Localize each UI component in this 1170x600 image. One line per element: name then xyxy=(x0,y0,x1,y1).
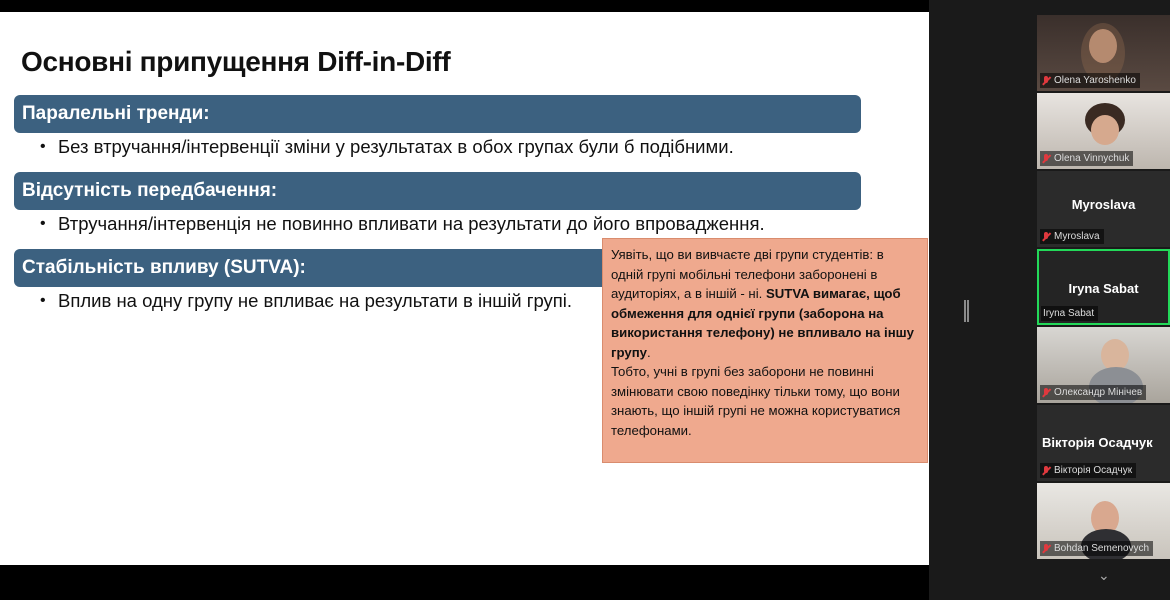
participant-display-name: Iryna Sabat xyxy=(1068,281,1139,296)
section-no-anticipation xyxy=(14,172,861,210)
section-heading: Відсутність передбачення: xyxy=(22,180,278,201)
muted-mic-icon xyxy=(1042,388,1050,398)
participant-tile[interactable] xyxy=(1037,483,1170,559)
speaker-note-callout xyxy=(602,238,928,463)
bullet-dot-icon: • xyxy=(40,138,46,155)
resize-handle[interactable] xyxy=(964,300,969,322)
bullet-item xyxy=(40,213,765,235)
participant-name-label: Олександр Мінічев xyxy=(1040,385,1146,400)
bullet-dot-icon: • xyxy=(40,292,46,309)
muted-mic-icon xyxy=(1042,232,1050,242)
participant-display-name: Myroslava xyxy=(1071,197,1136,212)
bullet-dot-icon: • xyxy=(40,215,46,232)
slide-title: Основні припущення Diff-in-Diff xyxy=(21,46,451,77)
participant-tile[interactable] xyxy=(1037,171,1170,247)
muted-mic-icon xyxy=(1042,544,1050,554)
chevron-down-icon[interactable]: ⌄ xyxy=(1098,567,1110,583)
participant-name-label: Olena Vinnychuk xyxy=(1040,151,1133,166)
note-outro: Тобто, учні в групі без заборони не повинні змінювати свою поведінку тільки тому, що вони знають, що іншій групі не можна користуватися телефонами. xyxy=(611,364,901,438)
participant-tile[interactable] xyxy=(1037,405,1170,481)
section-heading: Стабільність впливу (SUTVA): xyxy=(22,257,306,278)
participant-name-label: Bohdan Semenovych xyxy=(1040,541,1153,556)
participant-tile[interactable] xyxy=(1037,327,1170,403)
muted-mic-icon xyxy=(1042,466,1050,476)
participant-display-name: Вікторія Осадчук xyxy=(1042,435,1153,450)
bullet-item xyxy=(40,136,734,158)
participant-name-label: Myroslava xyxy=(1040,229,1104,244)
bullet-text: Втручання/інтервенція не повинно впливати на результати до його впровадження. xyxy=(58,213,765,234)
shared-slide xyxy=(0,12,929,565)
section-heading: Паралельні тренди: xyxy=(22,103,210,124)
note-emphasis-end: . xyxy=(647,344,651,360)
muted-mic-icon xyxy=(1042,76,1050,86)
bullet-text: Вплив на одну групу не впливає на результати в іншій групі. xyxy=(58,290,573,311)
bullet-text: Без втручання/інтервенції зміни у результатах в обох групах були б подібними. xyxy=(58,136,734,157)
participant-tile[interactable] xyxy=(1037,93,1170,169)
participant-name-label: Olena Yaroshenko xyxy=(1040,73,1140,88)
muted-mic-icon xyxy=(1042,154,1050,164)
participant-name-label: Вікторія Осадчук xyxy=(1040,463,1136,478)
participant-tile[interactable] xyxy=(1037,15,1170,91)
note-intro: Уявіть, що ви вивчаєте дві групи студентів: в одній групі мобільні телефони заборонені в аудиторіях, а в іншій - ні. xyxy=(611,247,884,301)
participant-name-label: Iryna Sabat xyxy=(1041,306,1098,321)
section-parallel-trends xyxy=(14,95,861,133)
participant-tile-active-speaker[interactable] xyxy=(1037,249,1170,325)
note-emphasis: SUTVA вимагає, щоб обмеження для однієї групи (заборона на використання телефону) не впливало на іншу групу xyxy=(611,286,915,360)
bullet-item xyxy=(40,290,572,312)
